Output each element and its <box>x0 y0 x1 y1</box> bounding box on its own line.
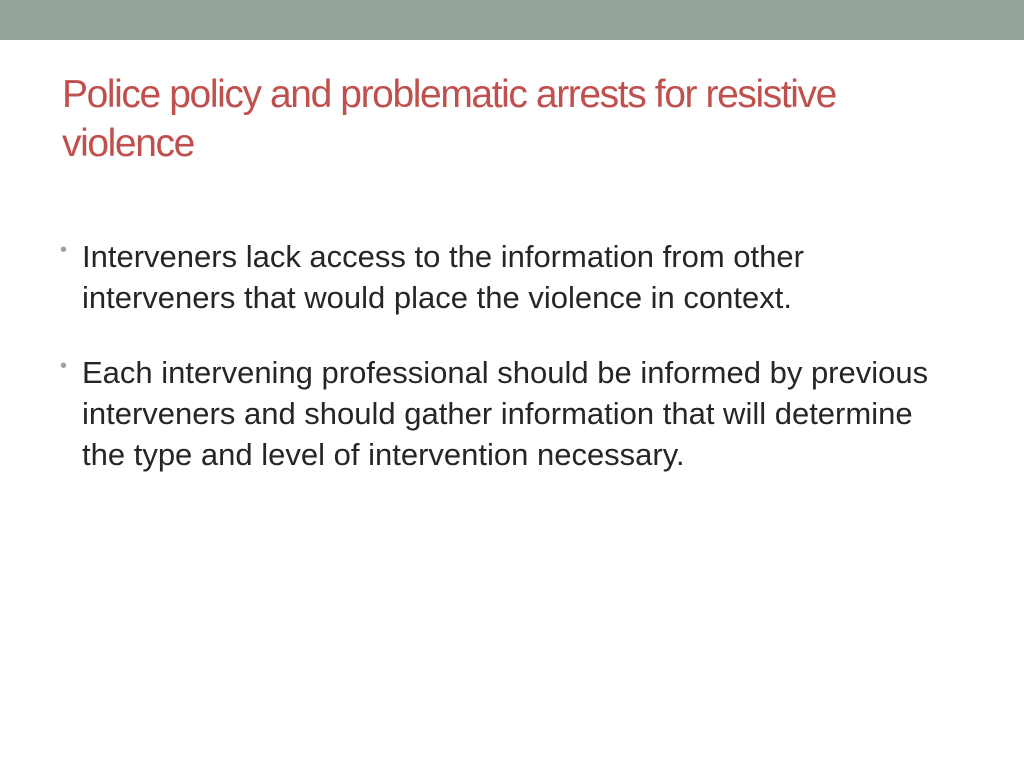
bullet-text: Each intervening professional should be informed by previous interveners and should gather information that will determine the type and level of intervention necessary. <box>82 355 929 472</box>
bullet-list <box>60 236 960 509</box>
bullet-dot-icon: • <box>60 239 68 261</box>
bullet-text: Interveners lack access to the information from other interveners that would place the violence in context. <box>82 239 804 315</box>
top-accent-bar <box>0 0 1024 40</box>
bullet-item <box>60 352 960 475</box>
slide-title: Police policy and problematic arrests for resistive violence <box>62 73 836 165</box>
bullet-item <box>60 236 960 318</box>
bullet-dot-icon: • <box>60 355 68 377</box>
